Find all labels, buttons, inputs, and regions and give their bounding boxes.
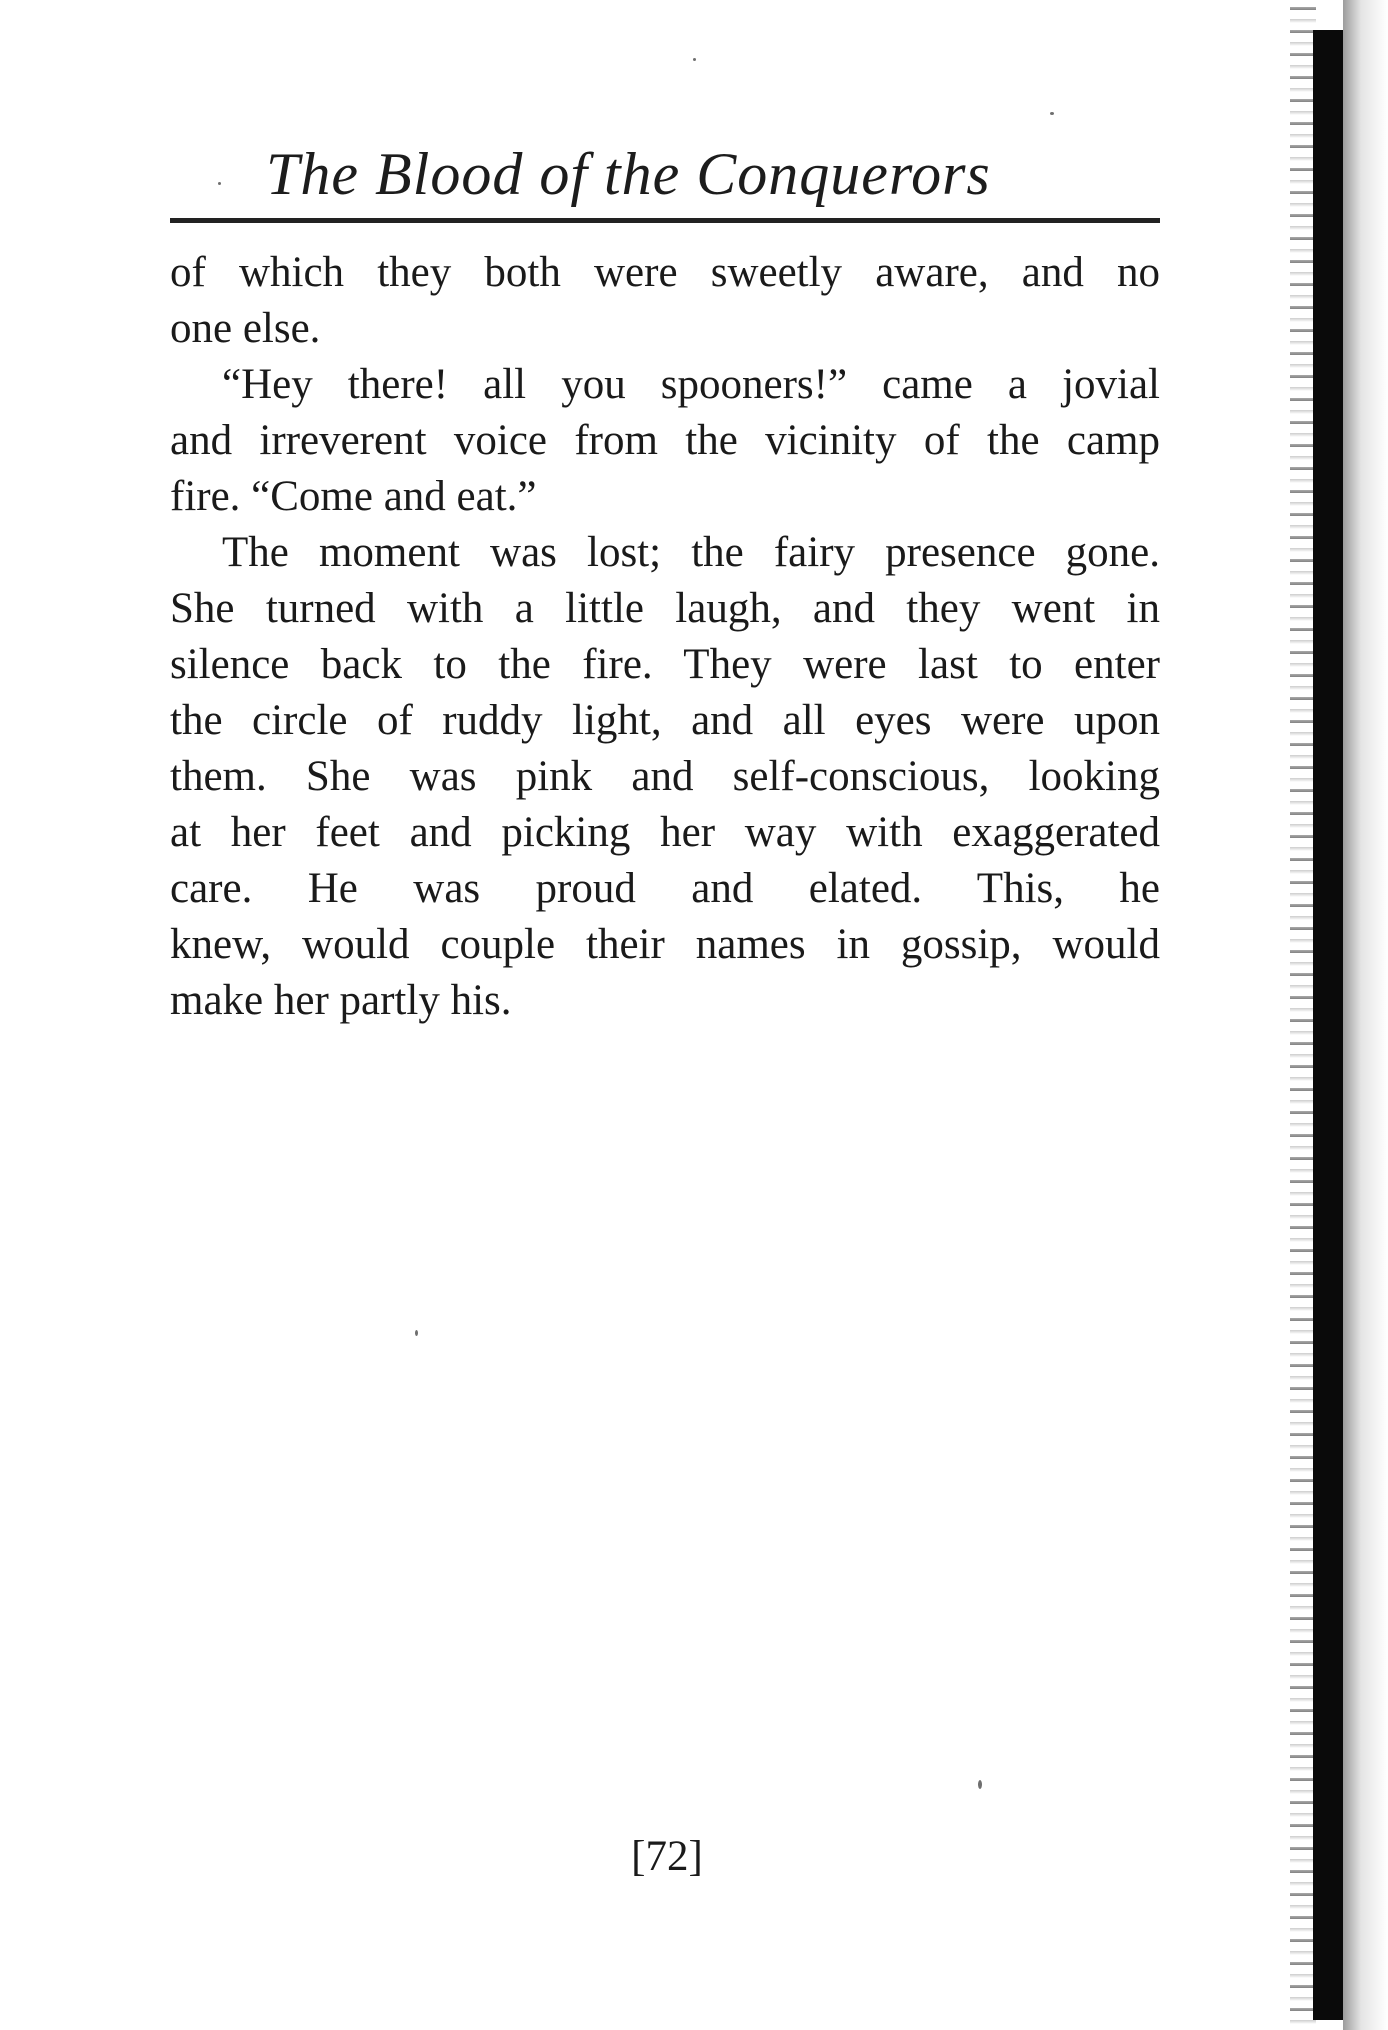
text-line: of which they both were sweetly aware, and no [170, 249, 1160, 296]
paper-speck [415, 1330, 418, 1336]
paper-speck [978, 1780, 982, 1789]
text-line: The moment was lost; the fairy presence gone. [222, 529, 1160, 576]
text-line: the circle of ruddy light, and all eyes were upon [170, 697, 1160, 744]
text-line: She turned with a little laugh, and they went in [170, 585, 1160, 632]
paper-speck [218, 182, 221, 185]
paper-speck [1050, 112, 1054, 115]
gutter-edge [1343, 0, 1388, 2030]
text-line: fire. “Come and eat.” [170, 473, 537, 520]
page-number: [72] [631, 1833, 703, 1880]
body-text [170, 245, 1160, 1029]
paper-speck [693, 58, 696, 61]
text-line: silence back to the fire. They were last to enter [170, 641, 1160, 688]
text-line: “Hey there! all you spooners!” came a jovial [222, 361, 1160, 408]
header-rule [170, 218, 1160, 223]
text-line: them. She was pink and self-conscious, looking [170, 753, 1160, 800]
text-line: and irreverent voice from the vicinity of the camp [170, 417, 1160, 464]
text-line: knew, would couple their names in gossip, would [170, 921, 1160, 968]
text-line: make her partly his. [170, 977, 512, 1024]
running-title: The Blood of the Conquerors [266, 141, 991, 207]
text-line: at her feet and picking her way with exaggerated [170, 809, 1160, 856]
text-line: care. He was proud and elated. This, he [170, 865, 1160, 912]
text-line: one else. [170, 305, 321, 352]
running-head [170, 130, 1160, 220]
gutter-shadow-band [1313, 30, 1343, 2020]
